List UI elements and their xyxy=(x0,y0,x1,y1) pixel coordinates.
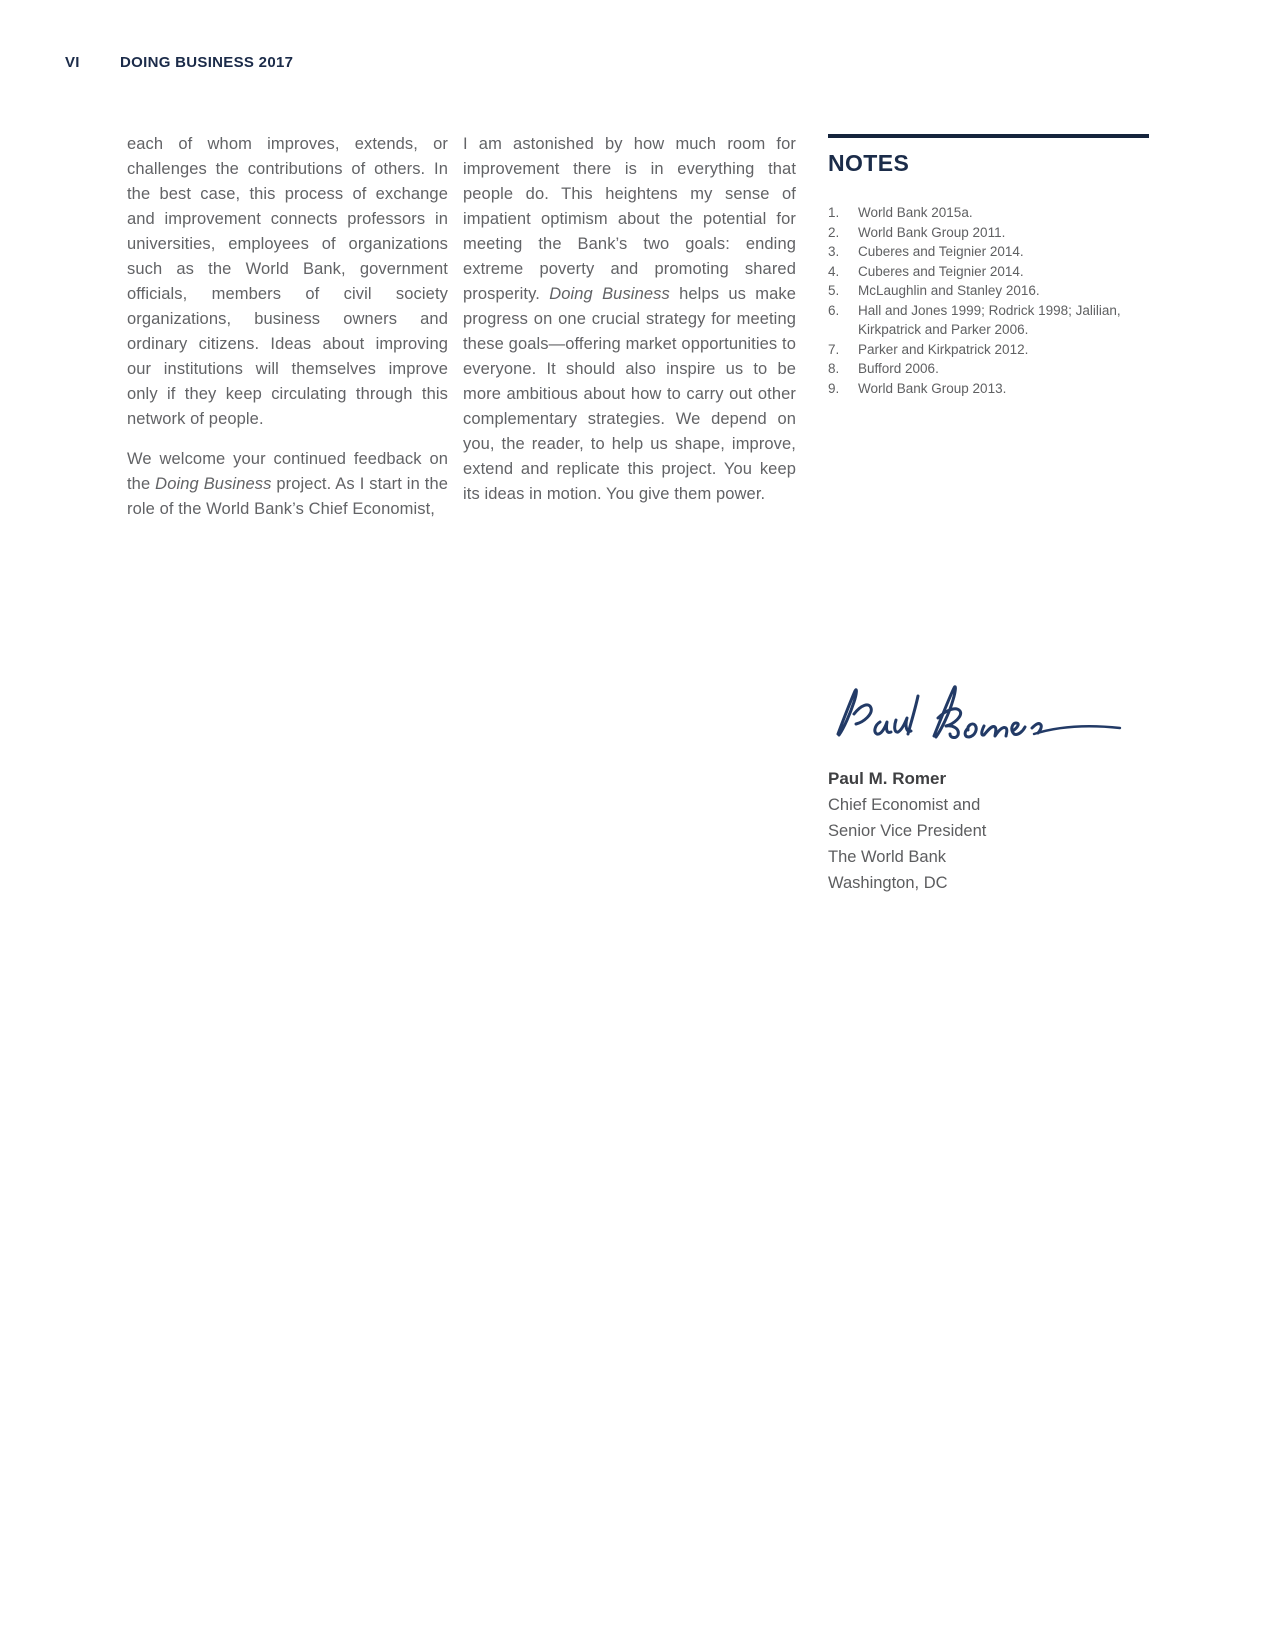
notes-list xyxy=(828,203,1149,398)
note-number: 4. xyxy=(828,263,840,279)
text-column-2 xyxy=(463,132,796,522)
paragraph xyxy=(463,132,796,507)
note-item xyxy=(828,301,1149,340)
note-item xyxy=(828,242,1149,262)
italic-text-segment: Doing Business xyxy=(549,285,670,303)
signatory-title-line: Senior Vice President xyxy=(828,822,987,840)
note-item xyxy=(828,281,1149,301)
text-segment: project. As I start in the role of the World Bank’s Chief Economist, xyxy=(127,475,449,518)
italic-text-segment: Doing Business xyxy=(155,475,272,493)
note-item xyxy=(828,340,1149,360)
text-column-1 xyxy=(127,132,448,537)
note-number: 8. xyxy=(828,361,840,376)
note-item xyxy=(828,203,1149,223)
note-item xyxy=(828,223,1149,243)
note-item xyxy=(828,379,1149,399)
note-item xyxy=(828,359,1149,379)
note-text: Cuberes and Teignier 2014. xyxy=(858,244,1024,259)
note-number: 6. xyxy=(828,302,840,318)
notes-divider-rule xyxy=(828,134,1149,138)
note-number: 3. xyxy=(828,244,840,259)
note-text: McLaughlin and Stanley 2016. xyxy=(858,283,1040,298)
paragraph xyxy=(127,132,448,432)
note-item xyxy=(828,262,1149,282)
note-text: Cuberes and Teignier 2014. xyxy=(858,263,1024,279)
signatory-title-line: Chief Economist and xyxy=(828,796,981,814)
signature-image xyxy=(828,672,1128,750)
text-segment: We welcome your continued feedback on the xyxy=(127,450,448,493)
text-segment: I am astonished by how much room for improvement there is in everything that people do. This heightens my sense of impatient optimism about the potential for meeting the Bank’s two goals: ending extreme poverty and promoting shared prosperity. xyxy=(463,135,796,303)
note-text: World Bank 2015a. xyxy=(858,205,973,220)
notes-heading: NOTES xyxy=(828,150,910,176)
signatory-name: Paul M. Romer xyxy=(828,769,947,788)
note-text: World Bank Group 2013. xyxy=(858,380,1007,396)
note-number: 2. xyxy=(828,224,840,240)
signature-block xyxy=(828,672,1149,896)
text-segment: helps us make progress on one crucial strategy for meeting these goals—offering market opportunities to everyone. It should also inspire us to be more ambitious about how to carry out other complementary strategies. We depend on you, the reader, to help us shape, improve, extend and replicate this project. You keep its ideas in motion. You give them power. xyxy=(463,285,797,503)
signatory-title-line: The World Bank xyxy=(828,848,946,866)
page-number: VI xyxy=(65,54,80,71)
note-number: 7. xyxy=(828,341,840,357)
text-segment: each of whom improves, extends, or challenges the contributions of others. In the best case, this process of exchange and improvement connects professors in universities, employees of organizations such as the World Bank, government officials, members of civil society organizations, business owners and ordinary citizens. Ideas about improving our institutions will themselves improve only if they keep circulating through this network of people. xyxy=(127,135,448,428)
note-text: World Bank Group 2011. xyxy=(858,224,1006,240)
note-text: Parker and Kirkpatrick 2012. xyxy=(858,341,1029,357)
note-number: 9. xyxy=(828,380,840,396)
notes-section xyxy=(828,134,1149,398)
note-number: 1. xyxy=(828,205,840,220)
note-text: Hall and Jones 1999; Rodrick 1998; Jalilian, Kirkpatrick and Parker 2006. xyxy=(858,302,1121,337)
report-title: DOING BUSINESS 2017 xyxy=(120,54,294,71)
paragraph xyxy=(127,447,448,522)
note-number: 5. xyxy=(828,283,840,298)
signatory-title-line: Washington, DC xyxy=(828,874,948,892)
signatory-titles xyxy=(828,792,1149,896)
note-text: Bufford 2006. xyxy=(858,361,939,376)
